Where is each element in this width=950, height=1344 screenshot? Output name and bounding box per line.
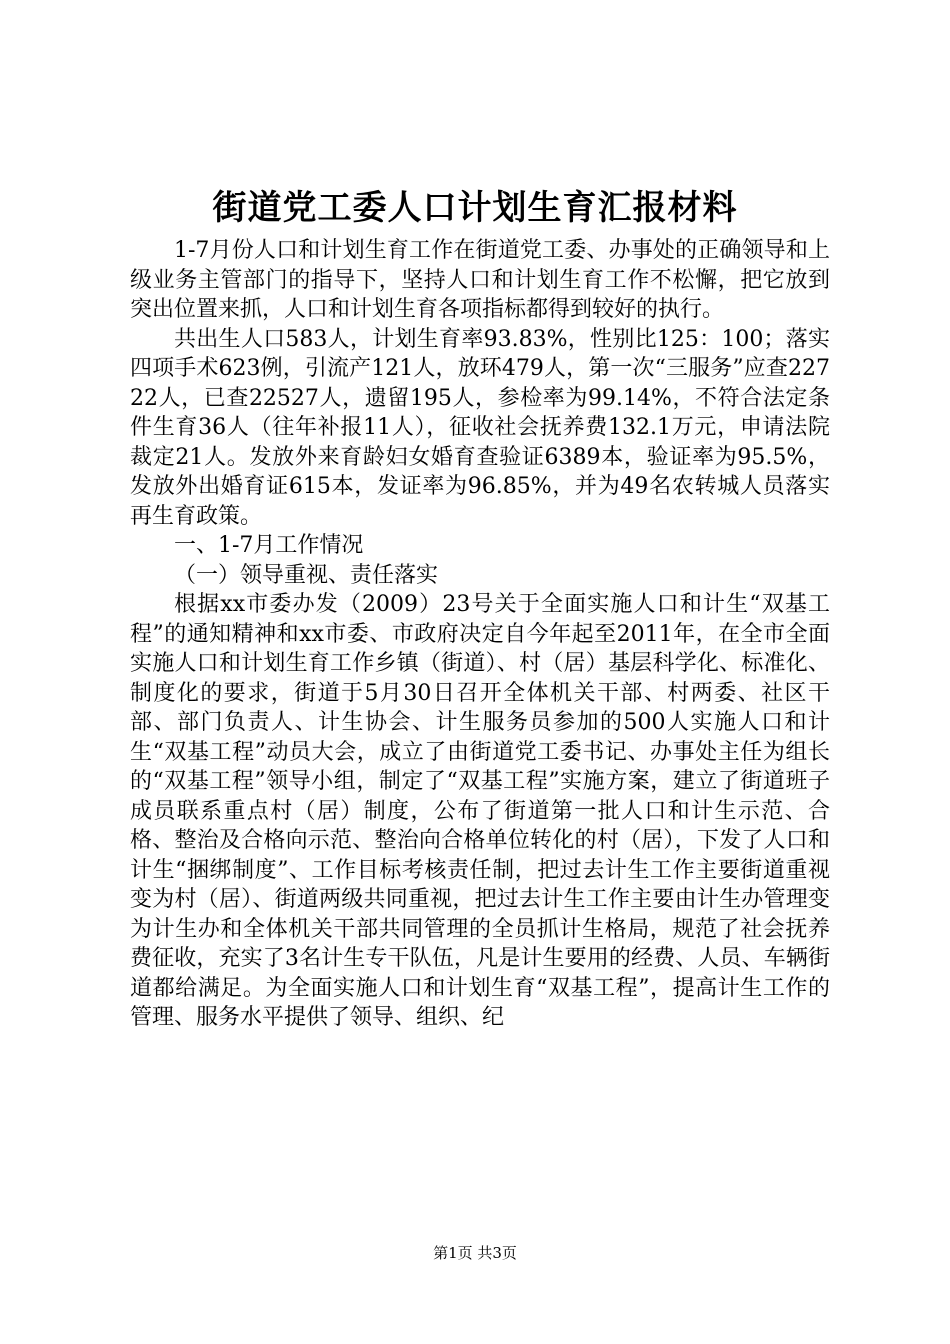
document-body bbox=[130, 236, 830, 1033]
paragraph-intro: 1-7月份人口和计划生育工作在街道党工委、办事处的正确领导和上级业务主管部门的指导下，坚持人口和计划生育工作不松懈，把它放到突出位置来抓，人口和计划生育各项指标都得到较好的执行。 bbox=[130, 238, 830, 322]
document-title: 街道党工委人口计划生育汇报材料 bbox=[212, 188, 738, 228]
section-heading: 一、1-7月工作情况 bbox=[174, 533, 364, 558]
paragraph-statistics: 共出生人口583人，计划生育率93.83%，性别比125：100；落实四项手术623例，引流产121人，放环479人，第一次“三服务”应查22722人，已查22527人，遗留195人，参检率为99.14%，不符合法定条件生育36人（往年补报11人），征收社会抚养费132.1万元，申请法院裁定21人。发放外来育龄妇女婚育查验证6389本，验证率为95.5%，发放外出婚育证615本，发证率为96.85%，并为49名农转城人员落实再生育政策。 bbox=[130, 326, 830, 529]
paragraph-details: 根据xx市委办发（2009）23号关于全面实施人口和计生“双基工程”的通知精神和xx市委、市政府决定自今年起至2011年，在全市全面实施人口和计划生育工作乡镇（街道）、村（居）基层科学化、标准化、制度化的要求，街道于5月30日召开全体机关干部、村两委、社区干部、部门负责人、计生协会、计生服务员参加的500人实施人口和计生“双基工程”动员大会，成立了由街道党工委书记、办事处主任为组长的“双基工程”领导小组，制定了“双基工程”实施方案，建立了街道班子成员联系重点村（居）制度，公布了街道第一批人口和计生示范、合格、整治及合格向示范、整治向合格单位转化的村（居），下发了人口和计生“捆绑制度”、工作目标考核责任制，把过去计生工作主要街道重视变为村（居）、街道两级共同重视，把过去计生工作主要由计生办管理变为计生办和全体机关干部共同管理的全员抓计生格局，规范了社会抚养费征收，充实了3名计生专干队伍，凡是计生要用的经费、人员、车辆街道都给满足。为全面实施人口和计划生育“双基工程”，提高计生工作的管理、服务水平提供了领导、组织、纪 bbox=[130, 592, 830, 1030]
subsection-heading: （一）领导重视、责任落实 bbox=[174, 562, 439, 588]
page-footer: 第1页 共3页 bbox=[433, 1244, 517, 1262]
